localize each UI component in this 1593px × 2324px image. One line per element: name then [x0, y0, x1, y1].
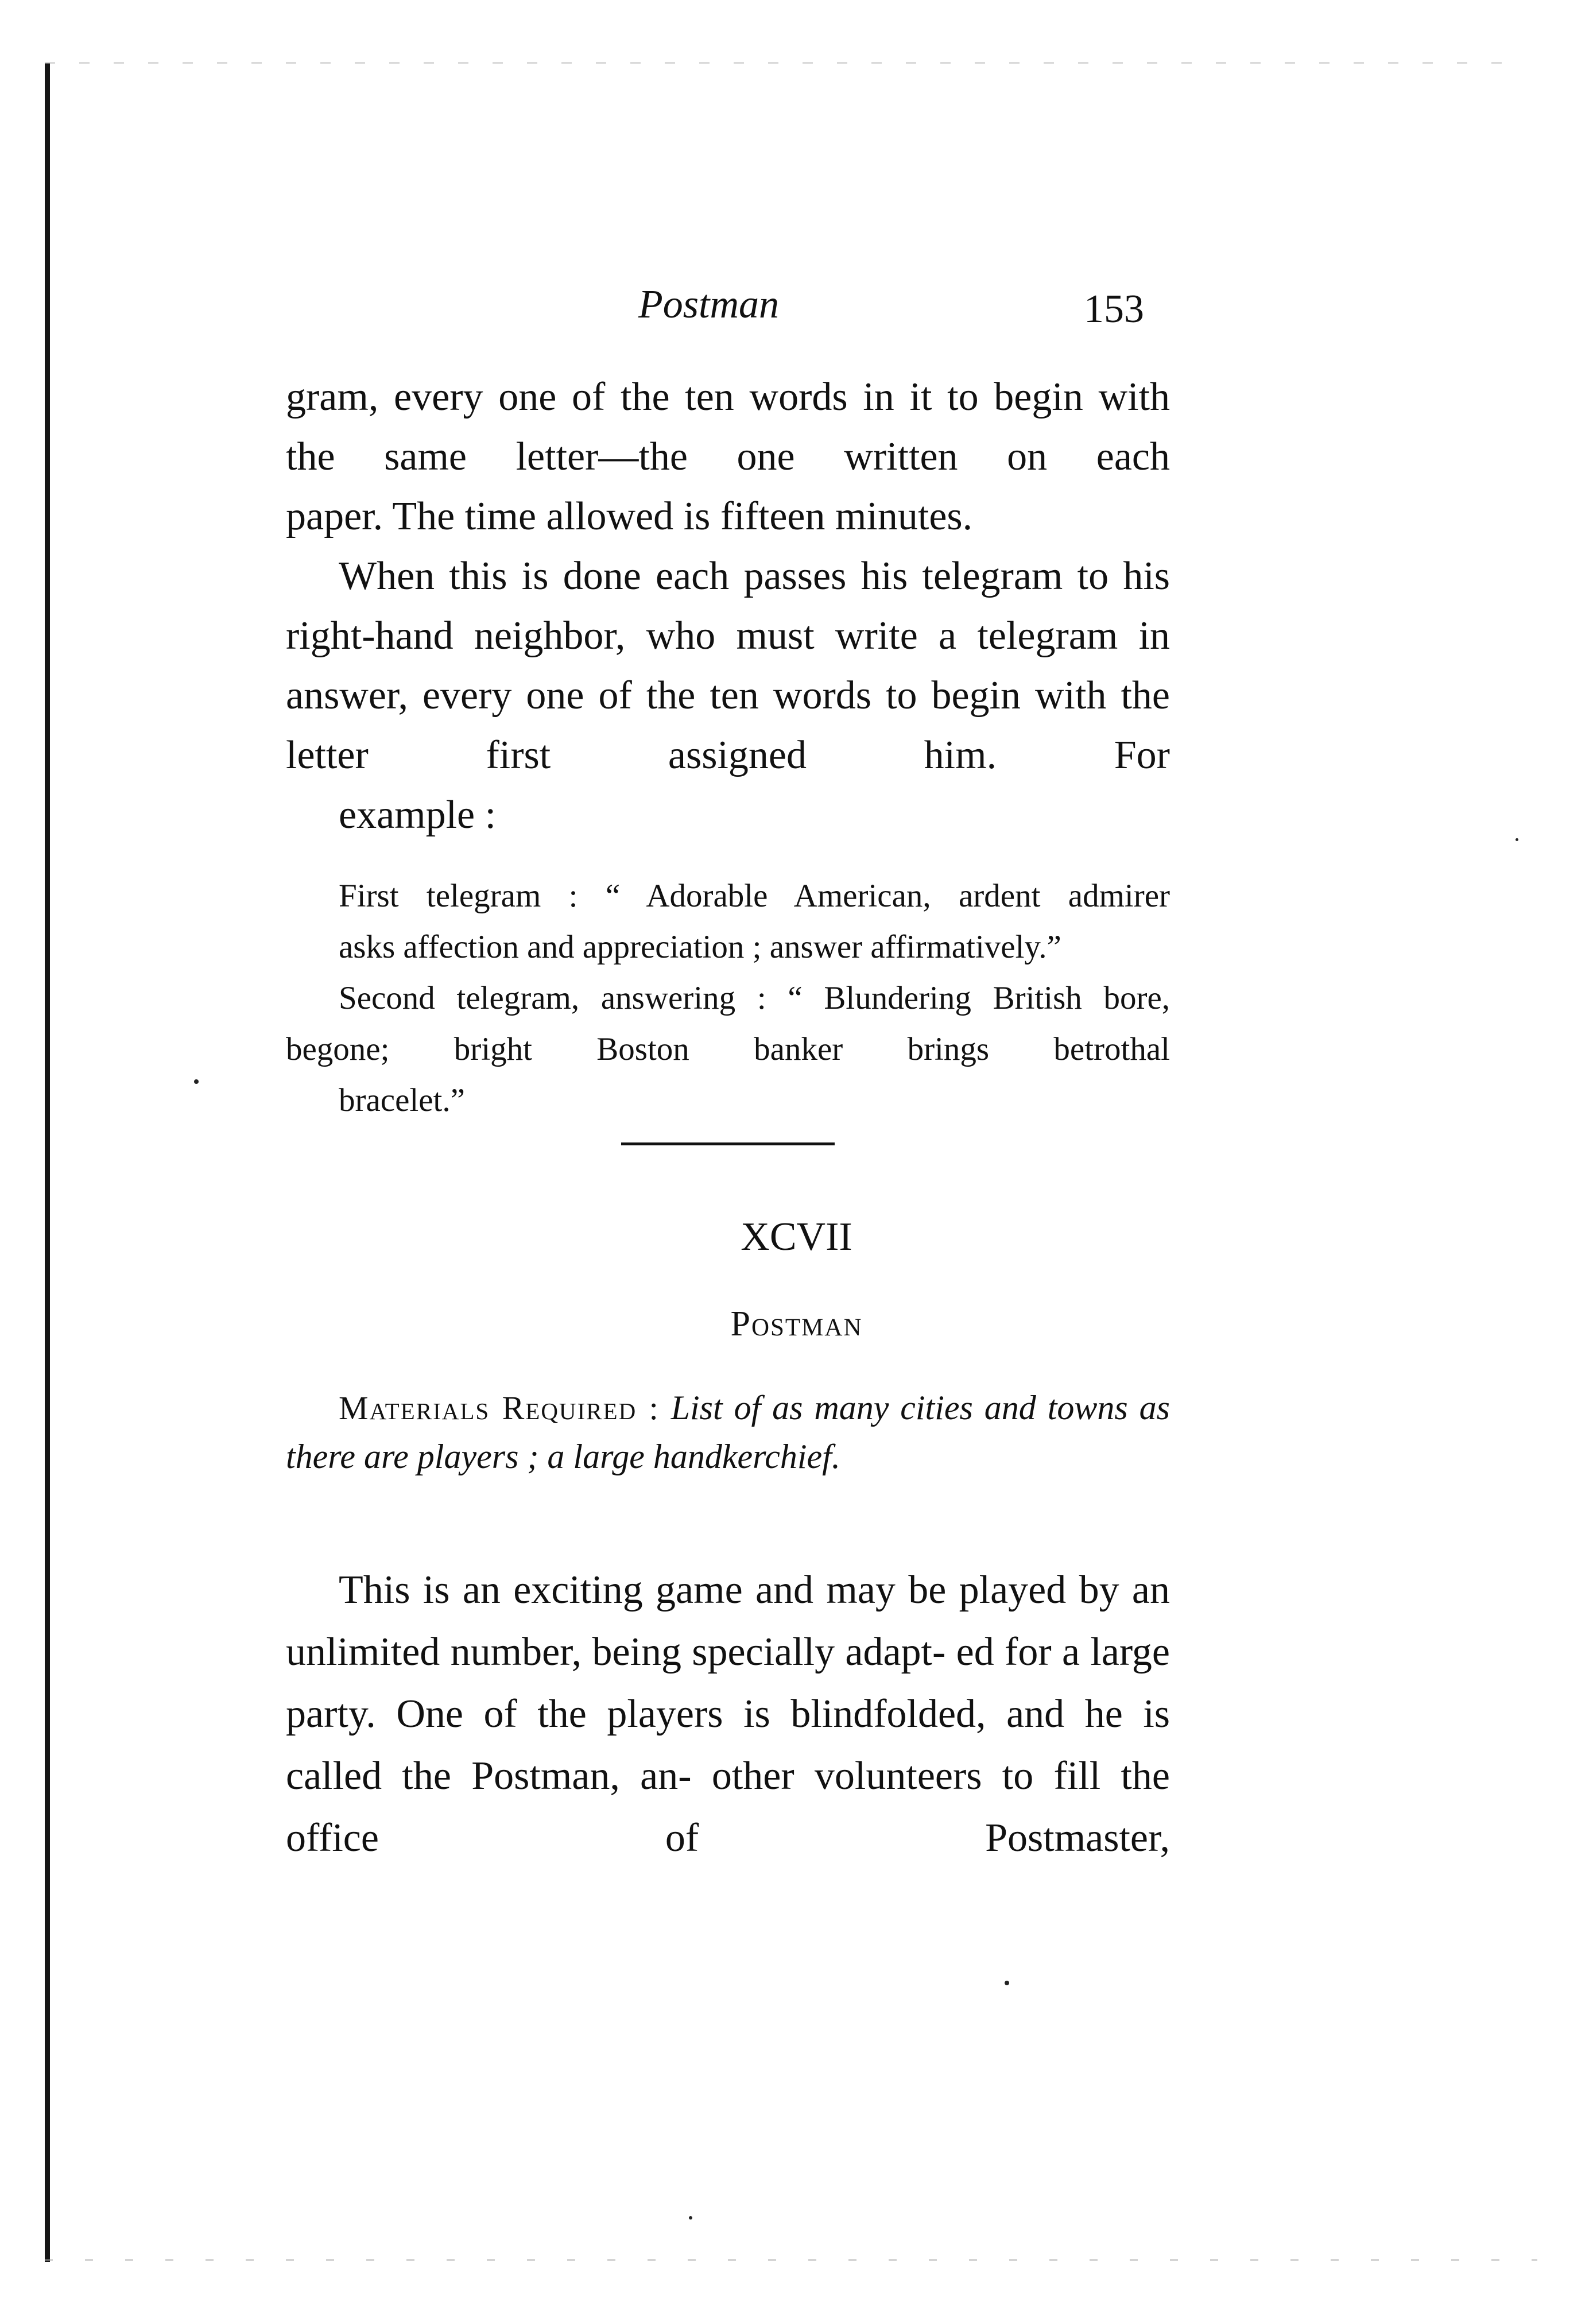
scan-speck: [1005, 1981, 1009, 1985]
scan-edge-bottom: [45, 2259, 1537, 2261]
text-line: gram, every one of the ten words in it to begin: [286, 375, 1083, 419]
scan-border-left: [45, 63, 50, 2262]
materials-label: Materials Required :: [339, 1389, 660, 1427]
text-line: to his right-hand neighbor, who must write a: [286, 554, 1170, 658]
scan-speck: [689, 2216, 692, 2220]
text-line: This is an exciting game and may be played: [339, 1568, 1067, 1612]
text-line: Second telegram, answering : “ Blundering British: [339, 980, 1082, 1016]
body-text-top: [286, 367, 1170, 1126]
text-line: to begin with the letter first assigned him. For: [286, 673, 1170, 777]
text-line: other volunteers to fill the office of Postmaster,: [286, 1754, 1170, 1860]
text-line: paper. The time allowed is fifteen minutes.: [286, 494, 973, 539]
example-telegram-1: [286, 870, 1170, 973]
text-line: by an unlimited number, being specially adapt-: [286, 1568, 1170, 1674]
body-text-bottom: [286, 1559, 1170, 1869]
text-line: telegram in answer, every one of the ten words: [286, 614, 1170, 718]
chapter-number: XCVII: [741, 1215, 852, 1259]
scan-speck: [194, 1079, 199, 1084]
text-line: ed for a large party. One of the players is: [286, 1630, 1170, 1736]
text-line: bracelet.”: [339, 1082, 465, 1118]
text-line: First telegram : “ Adorable American, ardent admirer: [339, 878, 1170, 914]
paragraph: [286, 1559, 1170, 1869]
paragraph: [286, 367, 1170, 547]
scan-speck: [1516, 838, 1518, 841]
running-head: Postman: [638, 282, 779, 327]
scan-edge-top: [45, 62, 1514, 64]
text-line: blindfolded, and he is called the Postman, an-: [286, 1692, 1170, 1798]
section-divider: [621, 1142, 835, 1145]
materials-required: [286, 1384, 1170, 1481]
chapter-title: Postman: [730, 1304, 863, 1343]
materials-list: List of as many cities and towns as there are players ; a large handkerchief.: [286, 1389, 1170, 1475]
paragraph: [286, 547, 1170, 845]
page-number: 153: [1084, 287, 1144, 331]
materials-block: [286, 1384, 1170, 1481]
text-line: When this is done each passes his telegram: [339, 554, 1063, 598]
example-telegram-2: [286, 973, 1170, 1126]
text-line: with the same letter—the one written on each: [286, 375, 1170, 479]
page-header: [0, 279, 1593, 331]
text-line: example :: [339, 793, 497, 837]
text-line: bore, begone; bright Boston banker brings betrothal: [286, 980, 1170, 1067]
text-line: asks affection and appreciation ; answer affirmatively.”: [339, 929, 1061, 965]
